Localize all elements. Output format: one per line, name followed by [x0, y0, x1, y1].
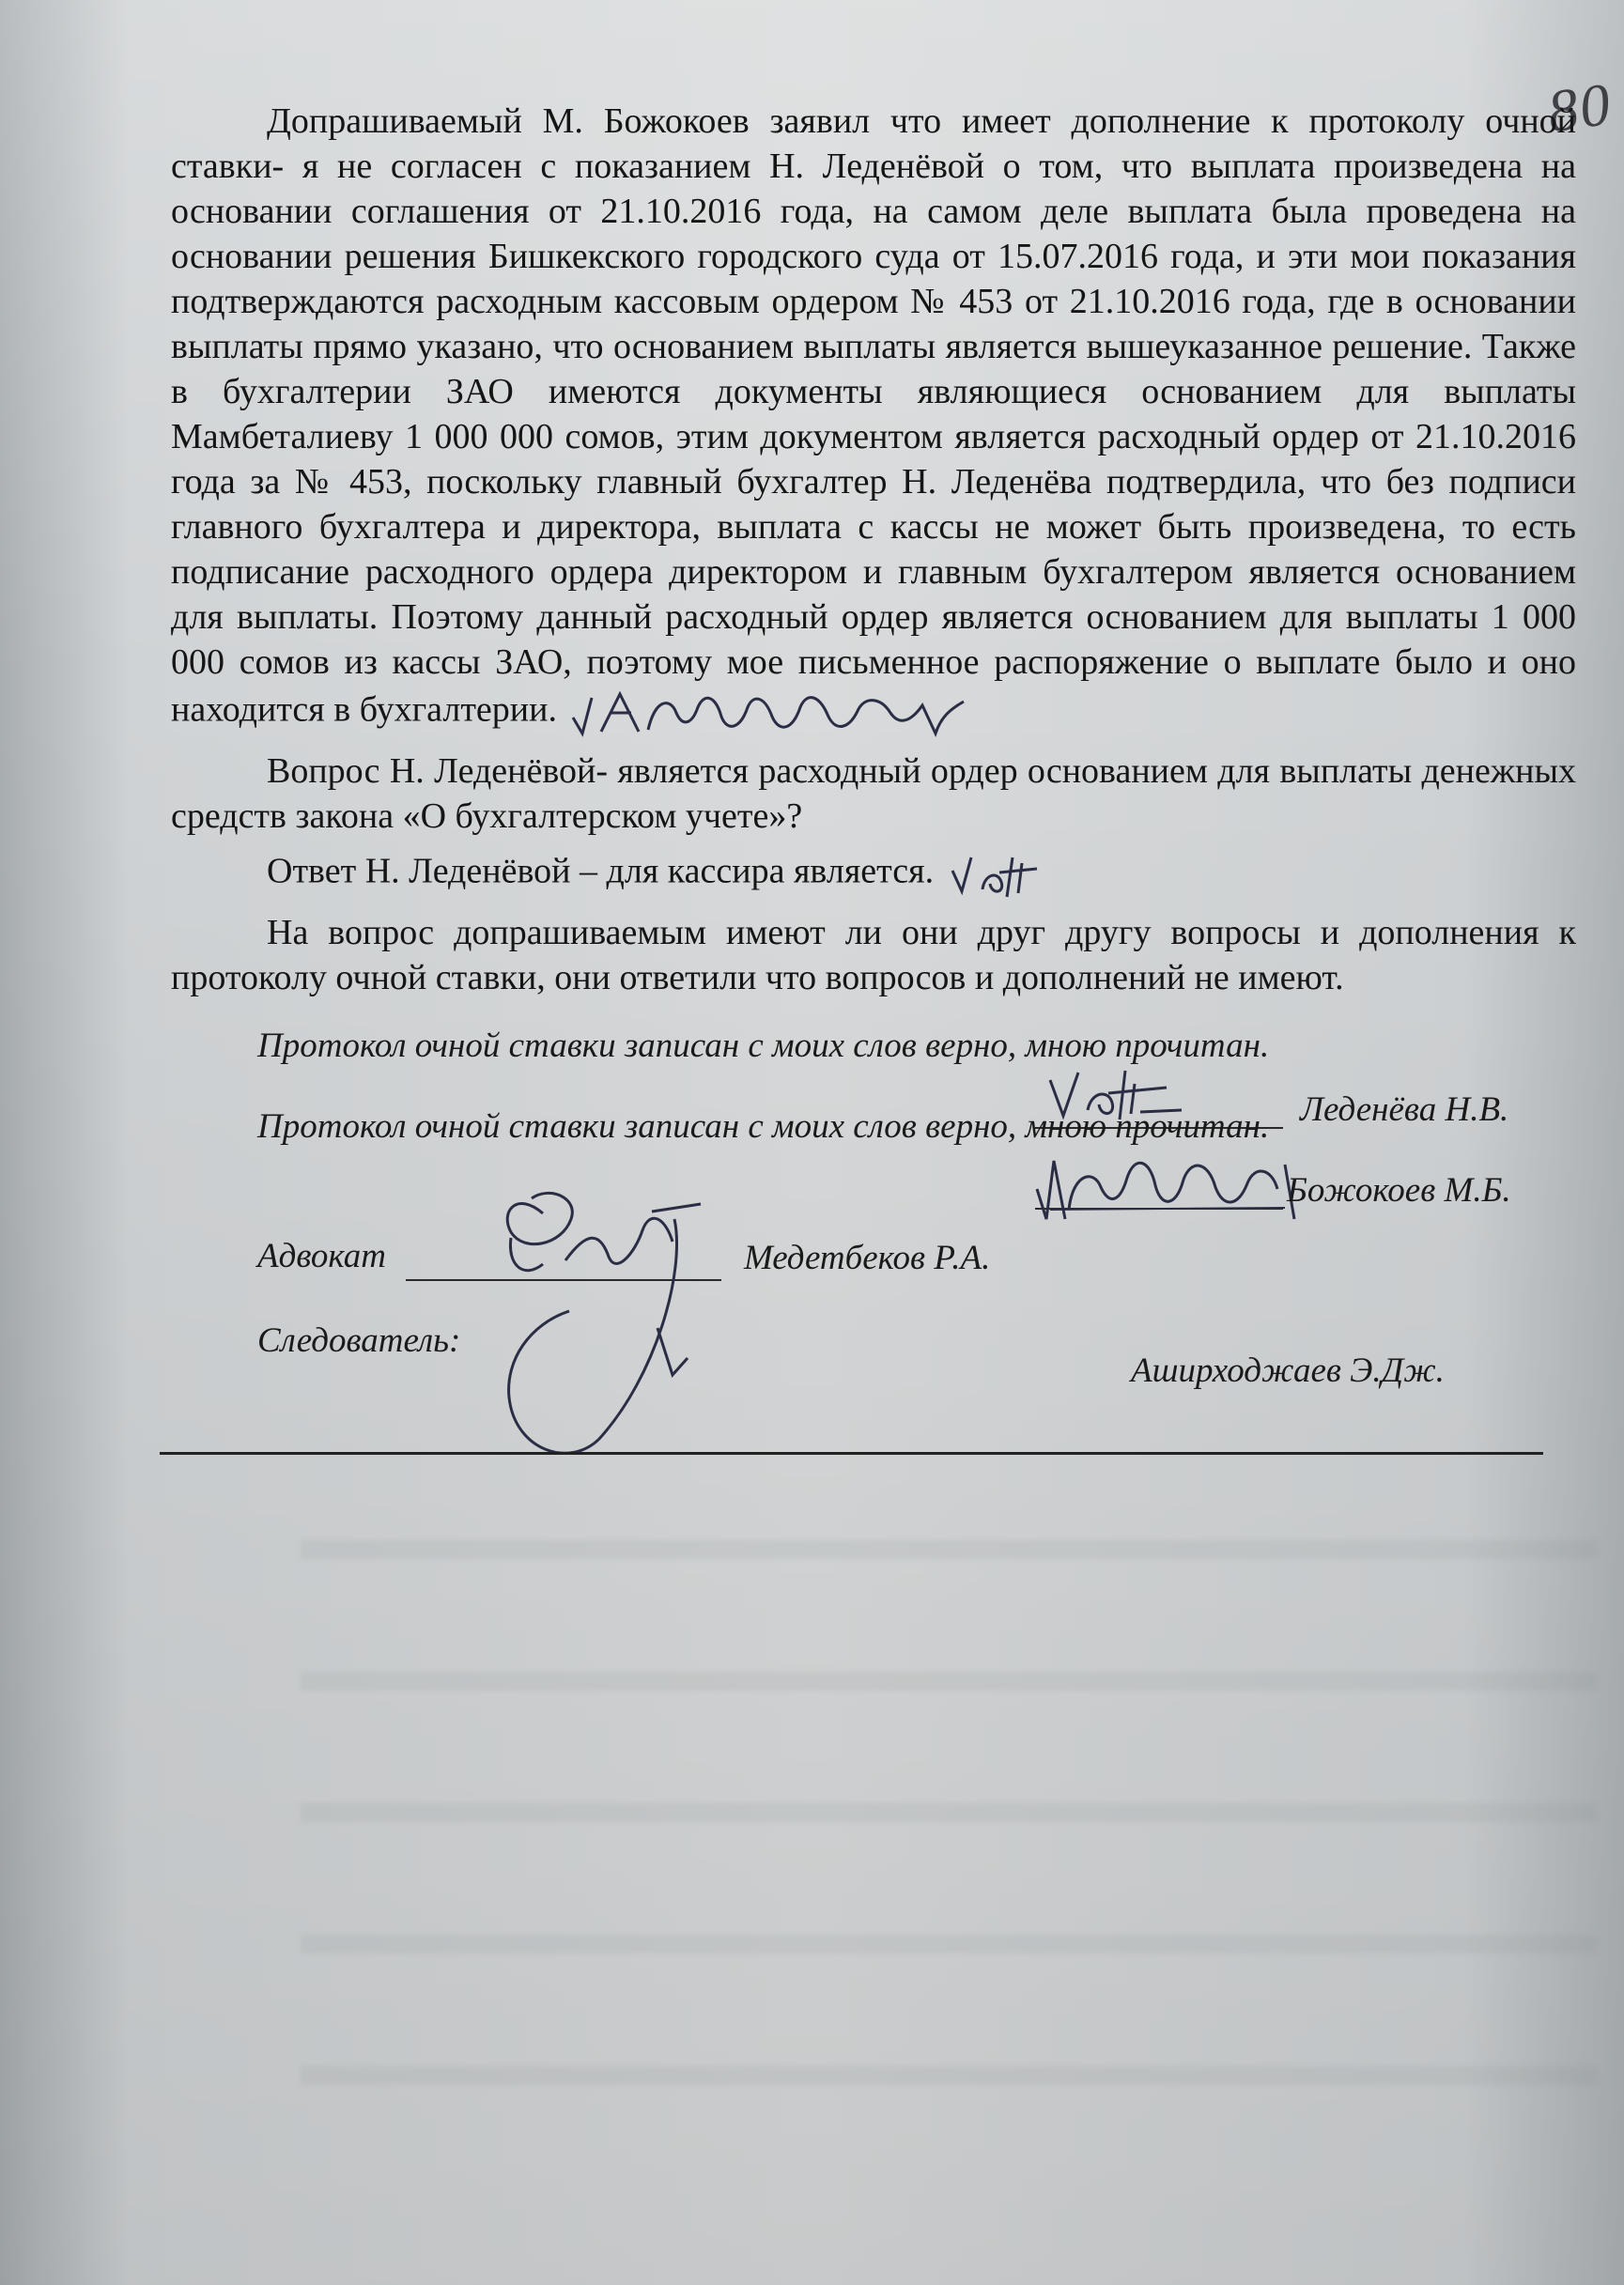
lawyer-signature — [488, 1176, 714, 1467]
ledeneva-inline-signature — [943, 846, 1056, 903]
paper-shadow — [301, 2066, 1597, 2085]
paragraph-4 — [171, 910, 1576, 1000]
bottom-rule — [160, 1452, 1543, 1455]
investigator-name: Аширходжаев Э.Дж. — [1131, 1351, 1445, 1390]
paragraph-3-text: Ответ Н. Леденёвой – для кассира является. — [267, 851, 935, 891]
lawyer-label: Адвокат — [257, 1237, 386, 1275]
bozhokoev-signature — [1031, 1142, 1304, 1227]
signer-1-name: Леденёва Н.В. — [1300, 1090, 1509, 1129]
investigator-label: Следователь: — [257, 1321, 461, 1360]
attestation-line-2: Протокол очной ставки записан с моих слов верно, мною прочитан. — [257, 1107, 1270, 1146]
paragraph-1 — [171, 99, 1576, 741]
attestation-line-1: Протокол очной ставки записан с моих слов верно, мною прочитан. — [257, 1027, 1270, 1065]
paragraph-2 — [171, 749, 1576, 839]
paper-shadow — [301, 1935, 1597, 1953]
paragraph-2-text: Вопрос Н. Леденёвой- является расходный ордер основанием для выплаты денежных средств закона «О бухгалтерском учете»? — [171, 751, 1576, 836]
signer-2-name: Божокоев М.Б. — [1287, 1171, 1511, 1210]
paragraph-1-text: Допрашиваемый М. Божокоев заявил что имеет дополнение к протоколу очной ставки- я не согласен с показанием Н. Леденёвой о том, что выплата произведена на основании соглашения от 21.10.2016 года, на самом деле выплата была проведена на основании решения Бишкекского городского суда от 15.07.2016 года, и эти мои показания подтверждаются расходным кассовым ордером № 453 от 21.10.2016 года, где в основании выплаты прямо указано, что основанием выплаты является вышеуказанное решение. Также в бухгалтерии ЗАО имеются документы являющиеся основанием для выплаты Мамбеталиеву 1 000 000 сомов, этим документом является расходный ордер от 21.10.2016 года за № 453, поскольку главный бухгалтер Н. Леденёва подтвердила, что без подписи главного бухгалтера и директора, выплата с кассы не может быть произведена, то есть подписание расходного ордера директором и главным бухгалтером является основанием для выплаты. Поэтому данный расходный ордер является основанием для выплаты 1 000 000 сомов из кассы ЗАО, поэтому мое письменное распоряжение о выплате было и оно находится в бухгалтерии. — [171, 101, 1576, 730]
bozhokoev-inline-signature — [565, 685, 969, 741]
paragraph-4-text: На вопрос допрашиваемым имеют ли они друг другу вопросы и дополнения к протоколу очной ставки, они ответили что вопросов и дополнений не имеют. — [171, 913, 1576, 997]
paragraph-3 — [171, 846, 1576, 903]
paper-shadow — [301, 1803, 1597, 1822]
lawyer-name: Медетбеков Р.А. — [744, 1239, 991, 1277]
paper-shadow — [301, 1672, 1597, 1691]
paper-shadow — [301, 1540, 1597, 1559]
document-body — [171, 99, 1576, 1000]
page-number: 80 — [1543, 69, 1616, 146]
